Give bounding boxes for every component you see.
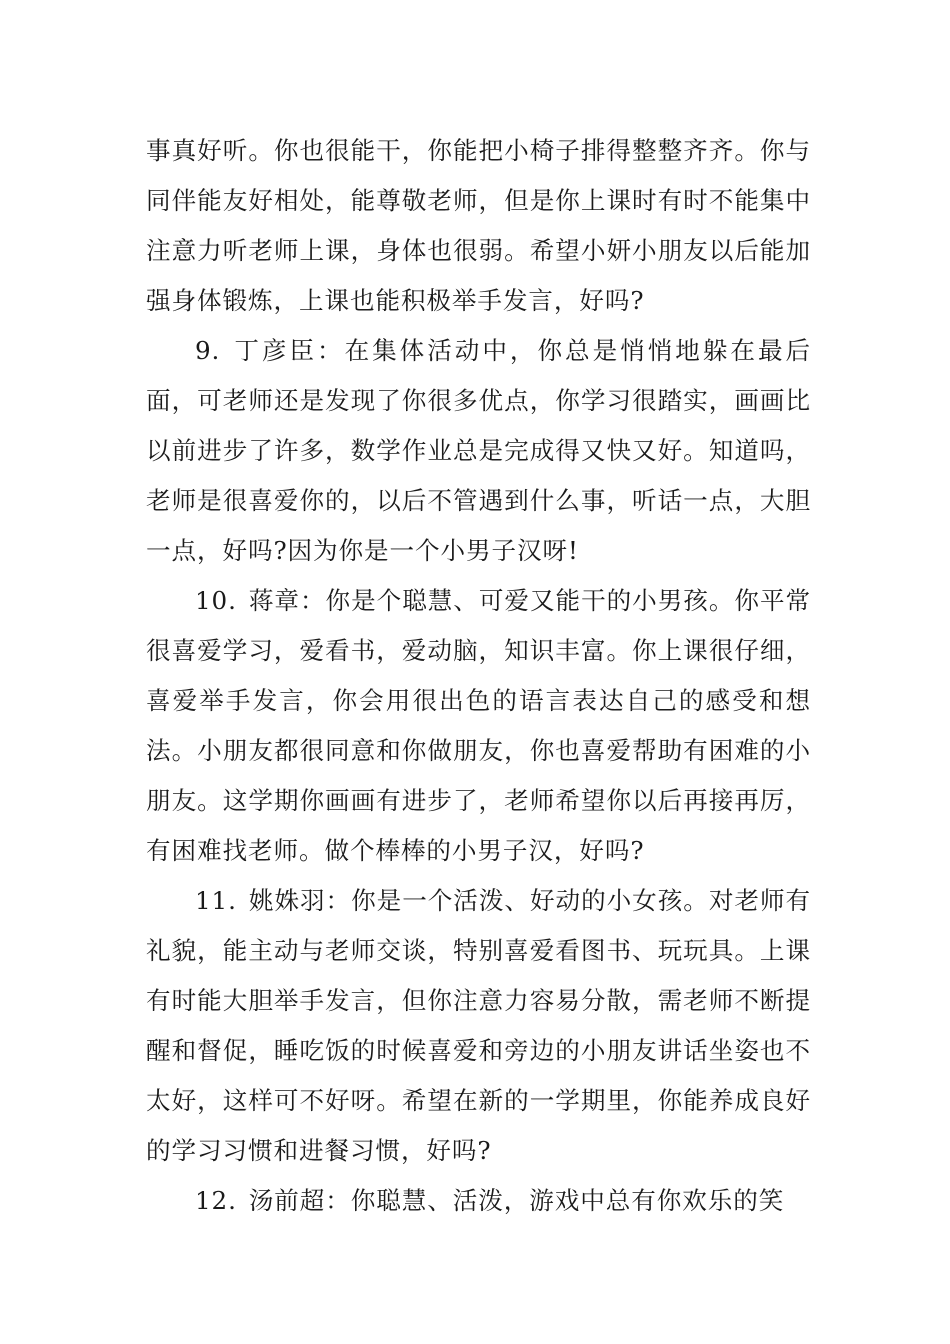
paragraph-text: 姚姝羽：你是一个活泼、好动的小女孩。对老师有礼貌，能主动与老师交谈，特别喜爱看图书、玩玩具。上课有时能大胆举手发言，但你注意力容易分散，需老师不断提醒和督促，睡吃饭的时候喜爱和旁边的小朋友讲话坐姿也不太好，这样可不好呀。希望在新的一学期里，你能养成良好的学习习惯和进餐习惯，好吗?: [146, 886, 811, 1165]
paragraph-item-12: [146, 1176, 811, 1226]
paragraph-continuation: [146, 126, 811, 326]
paragraph-item-11: [146, 876, 811, 1176]
paragraph-text: 汤前超：你聪慧、活泼，游戏中总有你欢乐的笑: [248, 1186, 785, 1215]
item-number: 12.: [195, 1186, 237, 1215]
item-number: 10.: [195, 586, 237, 615]
paragraph-item-10: [146, 576, 811, 876]
item-number: 9.: [195, 336, 221, 365]
item-number: 11.: [195, 886, 237, 915]
paragraph-text: 丁彦臣：在集体活动中，你总是悄悄地躲在最后面，可老师还是发现了你很多优点，你学习很踏实，画画比以前进步了许多，数学作业总是完成得又快又好。知道吗，老师是很喜爱你的，以后不管遇到什么事，听话一点，大胆一点，好吗?因为你是一个小男子汉呀!: [146, 336, 811, 565]
paragraph-text: 事真好听。你也很能干，你能把小椅子排得整整齐齐。你与同伴能友好相处，能尊敬老师，但是你上课时有时不能集中注意力听老师上课，身体也很弱。希望小妍小朋友以后能加强身体锻炼，上课也能积极举手发言，好吗?: [146, 136, 811, 315]
paragraph-item-9: [146, 326, 811, 576]
document-body: [146, 126, 811, 1226]
paragraph-text: 蒋章：你是个聪慧、可爱又能干的小男孩。你平常很喜爱学习，爱看书，爱动脑，知识丰富。你上课很仔细，喜爱举手发言，你会用很出色的语言表达自己的感受和想法。小朋友都很同意和你做朋友，你也喜爱帮助有困难的小朋友。这学期你画画有进步了，老师希望你以后再接再厉，有困难找老师。做个棒棒的小男子汉，好吗?: [146, 586, 811, 865]
